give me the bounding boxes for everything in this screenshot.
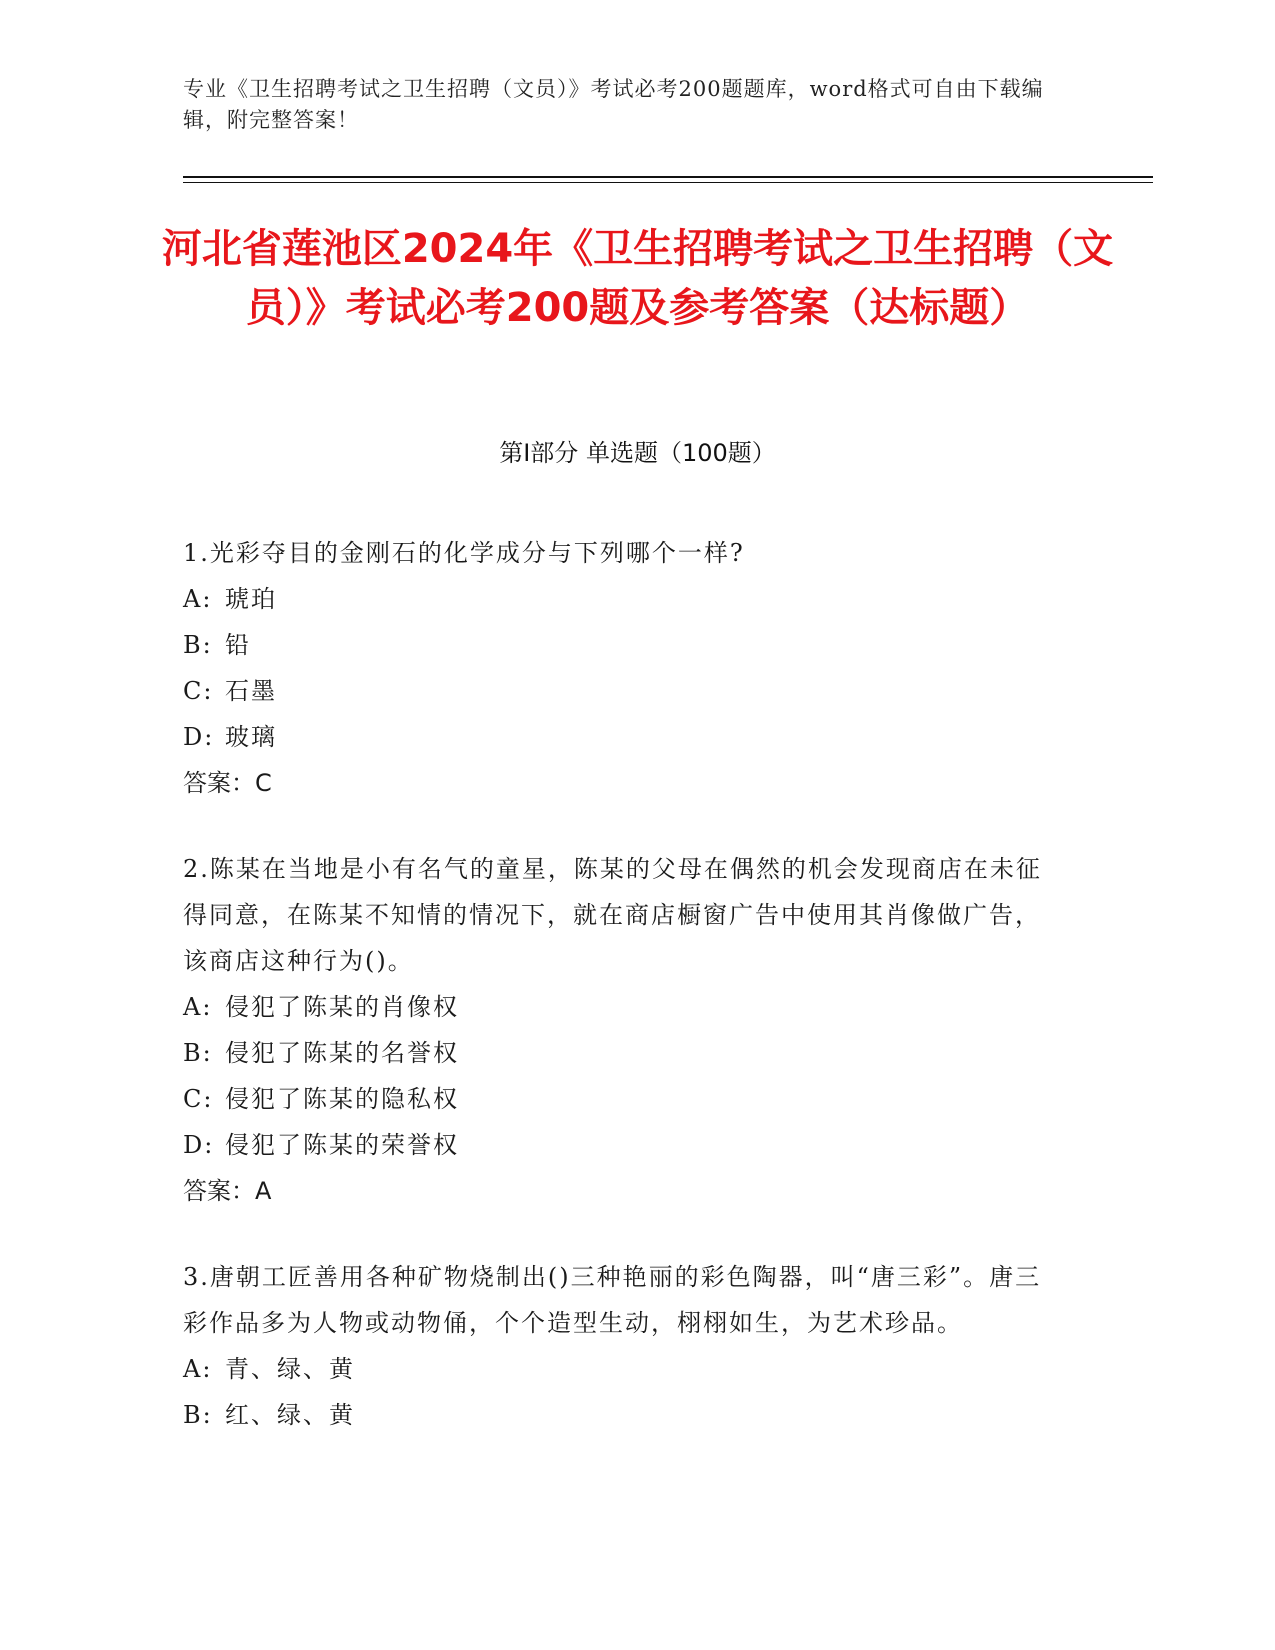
option-text: 青、绿、黄 [225,1355,355,1383]
document-title: 河北省莲池区2024年《卫生招聘考试之卫生招聘（文员）》考试必考200题及参考答案（达标题） [161,226,1114,331]
question-stem: 2.陈某在当地是小有名气的童星，陈某的父母在偶然的机会发现商店在未征得同意，在陈某不知情的情况下，就在商店橱窗广告中使用其肖像做广告，该商店这种行为()。 [183,855,1042,975]
question-stem: 1.光彩夺目的金刚石的化学成分与下列哪个一样? [183,539,745,567]
option-b [183,1030,1063,1076]
option-c [183,1076,1063,1122]
answer-line: 答案：A [183,1177,272,1205]
option-text: 侵犯了陈某的隐私权 [225,1085,459,1113]
option-text: 琥珀 [225,585,277,613]
option-b [183,1392,1063,1438]
option-text: 玻璃 [225,723,277,751]
header-divider-thick [183,176,1153,178]
question-3 [183,1254,1063,1438]
header-note: 专业《卫生招聘考试之卫生招聘（文员）》考试必考200题题库，word格式可自由下载编辑，附完整答案！ [183,77,1044,132]
option-letter: A: [183,1355,213,1383]
question-1 [183,530,1063,806]
option-text: 侵犯了陈某的荣誉权 [225,1131,459,1159]
option-c [183,668,1063,714]
option-letter: C: [183,677,214,705]
option-letter: B: [183,631,213,659]
option-text: 侵犯了陈某的名誉权 [225,1039,459,1067]
option-letter: A: [183,585,213,613]
option-letter: C: [183,1085,214,1113]
option-letter: A: [183,993,213,1021]
option-a [183,1346,1063,1392]
option-letter: B: [183,1401,213,1429]
question-2 [183,846,1063,1214]
option-b [183,622,1063,668]
option-d [183,1122,1063,1168]
section-heading: 第Ⅰ部分 单选题（100题） [499,439,776,467]
option-letter: B: [183,1039,213,1067]
option-text: 侵犯了陈某的肖像权 [225,993,459,1021]
option-text: 石墨 [225,677,277,705]
header-divider-thin [183,182,1153,183]
option-letter: D: [183,723,215,751]
option-d [183,714,1063,760]
option-a [183,576,1063,622]
option-text: 铅 [225,631,251,659]
question-stem: 3.唐朝工匠善用各种矿物烧制出()三种艳丽的彩色陶器，叫“唐三彩”。唐三彩作品多为人物或动物俑，个个造型生动，栩栩如生，为艺术珍品。 [183,1263,1042,1337]
option-letter: D: [183,1131,215,1159]
option-text: 红、绿、黄 [225,1401,355,1429]
answer-line: 答案：C [183,769,272,797]
question-list [183,530,1063,1478]
option-a [183,984,1063,1030]
